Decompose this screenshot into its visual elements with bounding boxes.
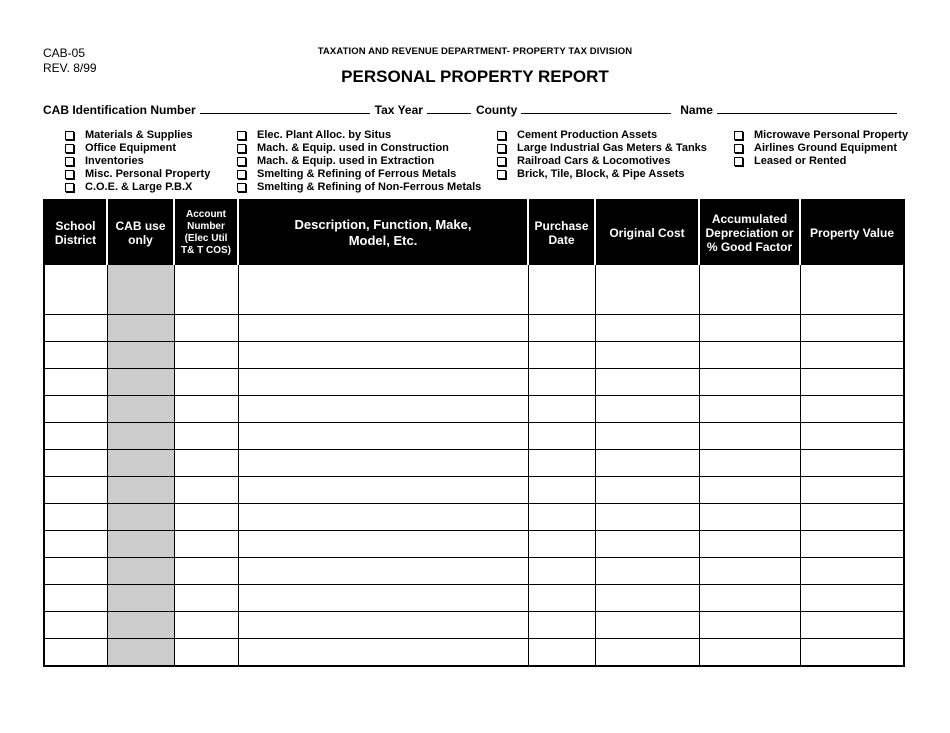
table-cell[interactable] <box>174 585 238 612</box>
table-row <box>44 504 904 531</box>
table-cell[interactable] <box>800 396 904 423</box>
checkbox-column-4 <box>734 129 908 168</box>
table-cell <box>107 423 174 450</box>
table-cell <box>107 639 174 667</box>
table-cell[interactable] <box>174 531 238 558</box>
table-cell[interactable] <box>595 585 699 612</box>
table-cell[interactable] <box>174 477 238 504</box>
header-description: Description, Function, Make, Model, Etc. <box>238 200 528 265</box>
table-cell[interactable] <box>528 315 595 342</box>
checkbox-icon[interactable] <box>237 157 246 166</box>
table-cell[interactable] <box>595 396 699 423</box>
table-row <box>44 558 904 585</box>
table-cell[interactable] <box>44 504 107 531</box>
table-cell[interactable] <box>238 477 528 504</box>
table-row <box>44 531 904 558</box>
table-cell[interactable] <box>44 315 107 342</box>
table-cell[interactable] <box>595 612 699 639</box>
table-cell <box>107 585 174 612</box>
table-cell[interactable] <box>528 265 595 315</box>
table-body <box>44 265 904 667</box>
table-row <box>44 585 904 612</box>
table-cell[interactable] <box>44 612 107 639</box>
table-cell[interactable] <box>699 423 800 450</box>
table-cell[interactable] <box>800 265 904 315</box>
header-account-number: Account Number (Elec Util T& T COS) <box>174 200 238 265</box>
tax-year-field[interactable] <box>427 102 471 114</box>
checkbox-icon[interactable] <box>65 183 74 192</box>
table-cell[interactable] <box>699 504 800 531</box>
checkbox-option[interactable]: Mach. & Equip. used in Construction <box>237 142 481 155</box>
table-cell[interactable] <box>800 558 904 585</box>
table-cell[interactable] <box>238 639 528 667</box>
table-cell[interactable] <box>44 477 107 504</box>
table-cell[interactable] <box>800 531 904 558</box>
table-cell[interactable] <box>238 450 528 477</box>
checkbox-option[interactable]: Office Equipment <box>65 142 210 155</box>
table-cell <box>107 477 174 504</box>
table-cell[interactable] <box>800 369 904 396</box>
table-cell[interactable] <box>699 315 800 342</box>
table-cell[interactable] <box>528 639 595 667</box>
checkbox-icon[interactable] <box>734 131 743 140</box>
table-cell <box>107 265 174 315</box>
table-cell <box>107 504 174 531</box>
table-cell[interactable] <box>528 423 595 450</box>
table-cell[interactable] <box>699 265 800 315</box>
table-cell[interactable] <box>595 558 699 585</box>
table-cell[interactable] <box>528 369 595 396</box>
table-cell[interactable] <box>174 315 238 342</box>
checkbox-option[interactable]: Misc. Personal Property <box>65 168 210 181</box>
table-cell[interactable] <box>595 477 699 504</box>
checkbox-option[interactable]: Microwave Personal Property <box>734 129 908 142</box>
property-table <box>43 199 905 667</box>
table-cell[interactable] <box>238 531 528 558</box>
table-cell[interactable] <box>528 450 595 477</box>
checkbox-option[interactable]: Railroad Cars & Locomotives <box>497 155 707 168</box>
table-cell[interactable] <box>699 585 800 612</box>
checkbox-icon[interactable] <box>65 131 74 140</box>
table-cell[interactable] <box>595 423 699 450</box>
table-row <box>44 342 904 369</box>
table-cell[interactable] <box>44 342 107 369</box>
checkbox-icon[interactable] <box>734 144 743 153</box>
table-cell <box>107 531 174 558</box>
form-revision: REV. 8/99 <box>43 61 97 75</box>
table-cell[interactable] <box>699 639 800 667</box>
table-cell[interactable] <box>699 369 800 396</box>
table-cell[interactable] <box>595 450 699 477</box>
table-row <box>44 477 904 504</box>
table-cell[interactable] <box>238 315 528 342</box>
table-cell <box>107 612 174 639</box>
table-cell[interactable] <box>238 369 528 396</box>
checkbox-option[interactable]: Elec. Plant Alloc. by Situs <box>237 129 481 142</box>
table-cell[interactable] <box>528 396 595 423</box>
header-school-district: School District <box>44 200 107 265</box>
table-cell[interactable] <box>174 423 238 450</box>
header-original-cost: Original Cost <box>595 200 699 265</box>
table-cell[interactable] <box>174 265 238 315</box>
table-cell[interactable] <box>174 504 238 531</box>
county-field[interactable] <box>521 102 671 114</box>
table-cell[interactable] <box>238 612 528 639</box>
table-cell[interactable] <box>699 612 800 639</box>
table-row <box>44 612 904 639</box>
table-row <box>44 639 904 667</box>
checkbox-option[interactable]: Brick, Tile, Block, & Pipe Assets <box>497 168 707 181</box>
table-cell[interactable] <box>238 504 528 531</box>
table-cell[interactable] <box>595 639 699 667</box>
table-row <box>44 265 904 315</box>
table-cell[interactable] <box>699 477 800 504</box>
table-cell[interactable] <box>44 265 107 315</box>
header-purchase-date: Purchase Date <box>528 200 595 265</box>
table-cell[interactable] <box>528 612 595 639</box>
checkbox-column-3 <box>497 129 707 181</box>
checkbox-option[interactable]: Materials & Supplies <box>65 129 210 142</box>
table-cell[interactable] <box>44 639 107 667</box>
table-cell[interactable] <box>238 423 528 450</box>
property-table-wrapper <box>43 199 905 667</box>
checkbox-option[interactable]: Smelting & Refining of Ferrous Metals <box>237 168 481 181</box>
checkbox-option[interactable]: C.O.E. & Large P.B.X <box>65 181 210 194</box>
department-heading: TAXATION AND REVENUE DEPARTMENT- PROPERTY TAX DIVISION <box>317 46 633 57</box>
table-cell[interactable] <box>595 369 699 396</box>
table-cell[interactable] <box>238 558 528 585</box>
table-cell[interactable] <box>800 585 904 612</box>
checkbox-icon[interactable] <box>237 144 246 153</box>
table-cell[interactable] <box>528 504 595 531</box>
table-cell[interactable] <box>699 558 800 585</box>
table-cell[interactable] <box>595 342 699 369</box>
table-cell[interactable] <box>238 396 528 423</box>
name-field[interactable] <box>717 102 897 114</box>
table-cell <box>107 558 174 585</box>
table-row <box>44 369 904 396</box>
header-cab-use-only: CAB use only <box>107 200 174 265</box>
table-row <box>44 450 904 477</box>
table-cell[interactable] <box>44 369 107 396</box>
table-cell[interactable] <box>238 585 528 612</box>
table-cell[interactable] <box>595 531 699 558</box>
table-cell[interactable] <box>44 396 107 423</box>
header-property-value: Property Value <box>800 200 904 265</box>
table-cell[interactable] <box>528 531 595 558</box>
table-cell[interactable] <box>44 450 107 477</box>
checkbox-icon[interactable] <box>65 170 74 179</box>
table-cell[interactable] <box>174 396 238 423</box>
name-label: Name <box>680 103 713 117</box>
table-cell[interactable] <box>699 396 800 423</box>
checkbox-icon[interactable] <box>237 183 246 192</box>
header-accumulated-depreciation: Accumulated Depreciation or % Good Factor <box>699 200 800 265</box>
table-cell[interactable] <box>595 315 699 342</box>
table-cell[interactable] <box>238 265 528 315</box>
table-cell[interactable] <box>174 342 238 369</box>
identification-line <box>43 102 913 117</box>
table-cell[interactable] <box>595 265 699 315</box>
table-row <box>44 315 904 342</box>
checkbox-column-2 <box>237 129 481 194</box>
tax-year-label: Tax Year <box>374 103 423 117</box>
table-cell[interactable] <box>174 639 238 667</box>
table-header-row <box>44 200 904 265</box>
table-cell[interactable] <box>800 450 904 477</box>
table-cell[interactable] <box>800 423 904 450</box>
table-cell[interactable] <box>528 558 595 585</box>
checkbox-icon[interactable] <box>497 131 506 140</box>
table-cell[interactable] <box>800 315 904 342</box>
checkbox-icon[interactable] <box>497 144 506 153</box>
table-cell[interactable] <box>699 342 800 369</box>
table-cell <box>107 369 174 396</box>
checkbox-icon[interactable] <box>65 157 74 166</box>
table-cell[interactable] <box>528 342 595 369</box>
table-cell[interactable] <box>44 423 107 450</box>
table-cell <box>107 450 174 477</box>
checkbox-option[interactable]: Leased or Rented <box>734 155 908 168</box>
cab-id-label: CAB Identification Number <box>43 103 196 117</box>
table-cell[interactable] <box>528 477 595 504</box>
checkbox-option[interactable]: Mach. & Equip. used in Extraction <box>237 155 481 168</box>
cab-id-field[interactable] <box>200 102 370 114</box>
table-cell[interactable] <box>699 531 800 558</box>
table-cell[interactable] <box>174 369 238 396</box>
checkbox-icon[interactable] <box>237 131 246 140</box>
form-id: CAB-05 <box>43 46 86 60</box>
checkbox-icon[interactable] <box>65 144 74 153</box>
table-cell <box>107 342 174 369</box>
table-cell[interactable] <box>174 450 238 477</box>
checkbox-option[interactable]: Airlines Ground Equipment <box>734 142 908 155</box>
checkbox-icon[interactable] <box>237 170 246 179</box>
table-cell <box>107 396 174 423</box>
table-cell[interactable] <box>44 558 107 585</box>
table-cell[interactable] <box>800 477 904 504</box>
table-cell[interactable] <box>800 504 904 531</box>
table-cell[interactable] <box>800 342 904 369</box>
table-cell[interactable] <box>238 342 528 369</box>
table-cell[interactable] <box>699 450 800 477</box>
checkbox-option[interactable]: Smelting & Refining of Non-Ferrous Metals <box>237 181 481 194</box>
checkbox-option[interactable]: Cement Production Assets <box>497 129 707 142</box>
table-cell[interactable] <box>595 504 699 531</box>
table-row <box>44 423 904 450</box>
table-cell[interactable] <box>44 585 107 612</box>
table-cell[interactable] <box>174 612 238 639</box>
table-row <box>44 396 904 423</box>
county-label: County <box>475 103 518 117</box>
page-title: PERSONAL PROPERTY REPORT <box>341 67 609 86</box>
checkbox-option[interactable]: Large Industrial Gas Meters & Tanks <box>497 142 707 155</box>
checkbox-icon[interactable] <box>734 157 743 166</box>
table-cell <box>107 315 174 342</box>
checkbox-column-1 <box>65 129 210 194</box>
table-cell[interactable] <box>528 585 595 612</box>
table-cell[interactable] <box>44 531 107 558</box>
checkbox-option[interactable]: Inventories <box>65 155 210 168</box>
checkbox-icon[interactable] <box>497 157 506 166</box>
table-cell[interactable] <box>800 639 904 667</box>
table-cell[interactable] <box>174 558 238 585</box>
table-cell[interactable] <box>800 612 904 639</box>
checkbox-icon[interactable] <box>497 170 506 179</box>
